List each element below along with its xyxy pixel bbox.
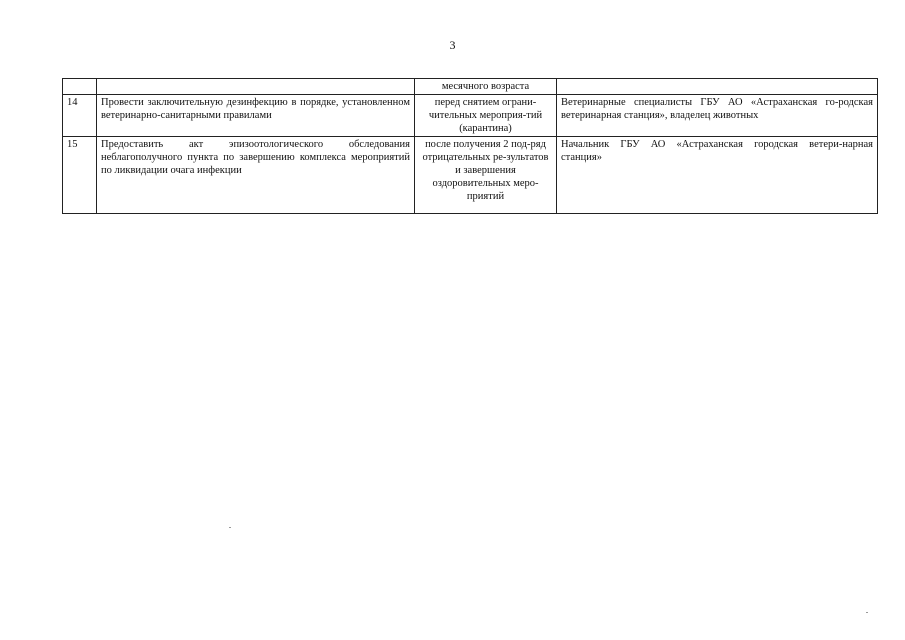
term-cell: после получения 2 под-ряд отрицательных ре-зультатов и завершения оздоровительных меро-приятий xyxy=(415,137,557,214)
measures-table xyxy=(62,78,878,214)
action-cell: Предоставить акт эпизоотологического обследования неблагополучного пункта по завершению комплекса мероприятий по ликвидации очага инфекции xyxy=(97,137,415,214)
action-cell xyxy=(97,79,415,95)
responsible-cell xyxy=(557,79,878,95)
row-number-cell: 15 xyxy=(63,137,97,214)
table-row-15 xyxy=(63,137,878,214)
scan-speck xyxy=(229,527,231,528)
scan-speck xyxy=(866,612,868,613)
table-row-continuation xyxy=(63,79,878,95)
action-cell: Провести заключительную дезинфекцию в порядке, установленном ветеринарно-санитарными правилами xyxy=(97,95,415,137)
responsible-cell: Начальник ГБУ АО «Астраханская городская ветери-нарная станция» xyxy=(557,137,878,214)
page-number: 3 xyxy=(449,38,456,52)
term-cell: месячного возраста xyxy=(415,79,557,95)
row-number-cell: 14 xyxy=(63,95,97,137)
row-number-cell xyxy=(63,79,97,95)
term-cell: перед снятием ограни-чительных мероприя-тий (карантина) xyxy=(415,95,557,137)
responsible-cell: Ветеринарные специалисты ГБУ АО «Астраханская го-родская ветеринарная станция», владелец животных xyxy=(557,95,878,137)
table-row-14 xyxy=(63,95,878,137)
